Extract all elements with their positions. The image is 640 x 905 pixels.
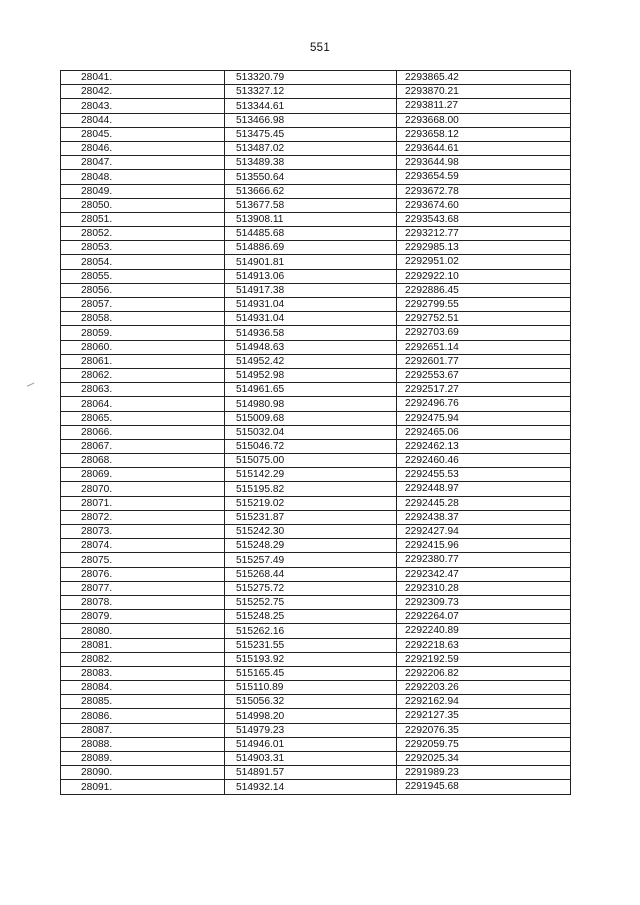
- point-id-cell: 28053.: [61, 241, 225, 255]
- easting-cell: 515231.87: [225, 510, 397, 524]
- page-number: 551: [309, 42, 331, 54]
- table-body: [61, 71, 571, 795]
- table-row: [61, 581, 571, 595]
- northing-cell: 2293212.77: [397, 227, 571, 241]
- point-id-cell: 28088.: [61, 737, 225, 751]
- point-id-cell: 28071.: [61, 496, 225, 510]
- easting-cell: 515193.92: [225, 652, 397, 666]
- easting-cell: 514485.68: [225, 227, 397, 241]
- northing-cell: 2292059.75: [397, 737, 571, 751]
- easting-cell: 513327.12: [225, 85, 397, 99]
- point-id-cell: 28051.: [61, 212, 225, 226]
- table-row: [61, 780, 571, 794]
- point-id-cell: 28065.: [61, 411, 225, 425]
- table-row: [61, 595, 571, 609]
- easting-cell: 515231.55: [225, 638, 397, 652]
- easting-cell: 515219.02: [225, 496, 397, 510]
- point-id-cell: 28081.: [61, 638, 225, 652]
- table-row: [61, 99, 571, 113]
- easting-cell: 515075.00: [225, 454, 397, 468]
- northing-cell: 2292380.77: [397, 553, 571, 567]
- easting-cell: 514931.04: [225, 312, 397, 326]
- table-row: [61, 723, 571, 737]
- northing-cell: 2292448.97: [397, 482, 571, 496]
- table-row: [61, 624, 571, 638]
- table-row: [61, 113, 571, 127]
- northing-cell: 2293865.42: [397, 71, 571, 85]
- point-id-cell: 28059.: [61, 326, 225, 340]
- easting-cell: 513666.62: [225, 184, 397, 198]
- table-row: [61, 326, 571, 340]
- northing-cell: 2292445.28: [397, 496, 571, 510]
- easting-cell: 515248.25: [225, 610, 397, 624]
- point-id-cell: 28076.: [61, 567, 225, 581]
- easting-cell: 514886.69: [225, 241, 397, 255]
- point-id-cell: 28050.: [61, 198, 225, 212]
- easting-cell: 515165.45: [225, 666, 397, 680]
- northing-cell: 2292309.73: [397, 595, 571, 609]
- northing-cell: 2292310.28: [397, 581, 571, 595]
- point-id-cell: 28044.: [61, 113, 225, 127]
- easting-cell: 514932.14: [225, 780, 397, 794]
- northing-cell: 2292465.06: [397, 425, 571, 439]
- point-id-cell: 28077.: [61, 581, 225, 595]
- northing-cell: 2292517.27: [397, 383, 571, 397]
- point-id-cell: 28052.: [61, 227, 225, 241]
- point-id-cell: 28079.: [61, 610, 225, 624]
- northing-cell: 2292203.26: [397, 681, 571, 695]
- easting-cell: 515110.89: [225, 681, 397, 695]
- point-id-cell: 28083.: [61, 666, 225, 680]
- easting-cell: 514961.65: [225, 383, 397, 397]
- northing-cell: 2292206.82: [397, 666, 571, 680]
- table-row: [61, 71, 571, 85]
- northing-cell: 2292218.63: [397, 638, 571, 652]
- easting-cell: 515046.72: [225, 439, 397, 453]
- table-row: [61, 525, 571, 539]
- table-row: [61, 766, 571, 780]
- northing-cell: 2293870.21: [397, 85, 571, 99]
- table-row: [61, 695, 571, 709]
- northing-cell: 2292951.02: [397, 255, 571, 269]
- point-id-cell: 28062.: [61, 368, 225, 382]
- table-row: [61, 468, 571, 482]
- easting-cell: 515032.04: [225, 425, 397, 439]
- easting-cell: 515009.68: [225, 411, 397, 425]
- table-row: [61, 141, 571, 155]
- northing-cell: 2293654.59: [397, 170, 571, 184]
- easting-cell: 514946.01: [225, 737, 397, 751]
- northing-cell: 2292240.89: [397, 624, 571, 638]
- point-id-cell: 28045.: [61, 127, 225, 141]
- point-id-cell: 28058.: [61, 312, 225, 326]
- easting-cell: 514948.63: [225, 340, 397, 354]
- northing-cell: 2291989.23: [397, 766, 571, 780]
- northing-cell: 2293672.78: [397, 184, 571, 198]
- table-row: [61, 709, 571, 723]
- table-row: [61, 439, 571, 453]
- scan-mark: [27, 382, 36, 388]
- table-row: [61, 269, 571, 283]
- point-id-cell: 28078.: [61, 595, 225, 609]
- table-row: [61, 425, 571, 439]
- northing-cell: 2292475.94: [397, 411, 571, 425]
- point-id-cell: 28054.: [61, 255, 225, 269]
- table-row: [61, 638, 571, 652]
- table-row: [61, 198, 571, 212]
- northing-cell: 2292985.13: [397, 241, 571, 255]
- northing-cell: 2292752.51: [397, 312, 571, 326]
- northing-cell: 2292455.53: [397, 468, 571, 482]
- point-id-cell: 28073.: [61, 525, 225, 539]
- point-id-cell: 28074.: [61, 539, 225, 553]
- easting-cell: 515195.82: [225, 482, 397, 496]
- northing-cell: 2292799.55: [397, 298, 571, 312]
- point-id-cell: 28041.: [61, 71, 225, 85]
- point-id-cell: 28090.: [61, 766, 225, 780]
- northing-cell: 2292342.47: [397, 567, 571, 581]
- point-id-cell: 28042.: [61, 85, 225, 99]
- northing-cell: 2292462.13: [397, 439, 571, 453]
- northing-cell: 2293674.60: [397, 198, 571, 212]
- point-id-cell: 28082.: [61, 652, 225, 666]
- northing-cell: 2292438.37: [397, 510, 571, 524]
- point-id-cell: 28089.: [61, 752, 225, 766]
- northing-cell: 2292127.35: [397, 709, 571, 723]
- northing-cell: 2291945.68: [397, 780, 571, 794]
- easting-cell: 513344.61: [225, 99, 397, 113]
- point-id-cell: 28055.: [61, 269, 225, 283]
- table-row: [61, 184, 571, 198]
- table-row: [61, 411, 571, 425]
- easting-cell: 514917.38: [225, 283, 397, 297]
- northing-cell: 2292496.76: [397, 397, 571, 411]
- point-id-cell: 28085.: [61, 695, 225, 709]
- northing-cell: 2292651.14: [397, 340, 571, 354]
- table-row: [61, 553, 571, 567]
- table-row: [61, 752, 571, 766]
- table-row: [61, 127, 571, 141]
- northing-cell: 2293658.12: [397, 127, 571, 141]
- easting-cell: 513487.02: [225, 141, 397, 155]
- point-id-cell: 28069.: [61, 468, 225, 482]
- point-id-cell: 28087.: [61, 723, 225, 737]
- easting-cell: 515142.29: [225, 468, 397, 482]
- easting-cell: 514936.58: [225, 326, 397, 340]
- point-id-cell: 28047.: [61, 156, 225, 170]
- point-id-cell: 28072.: [61, 510, 225, 524]
- northing-cell: 2292076.35: [397, 723, 571, 737]
- easting-cell: 515268.44: [225, 567, 397, 581]
- table-row: [61, 681, 571, 695]
- table-row: [61, 255, 571, 269]
- northing-cell: 2293543.68: [397, 212, 571, 226]
- easting-cell: 515242.30: [225, 525, 397, 539]
- easting-cell: 513489.38: [225, 156, 397, 170]
- table-row: [61, 539, 571, 553]
- northing-cell: 2292703.69: [397, 326, 571, 340]
- point-id-cell: 28070.: [61, 482, 225, 496]
- point-id-cell: 28084.: [61, 681, 225, 695]
- coordinates-table: [60, 70, 571, 795]
- point-id-cell: 28043.: [61, 99, 225, 113]
- northing-cell: 2293811.27: [397, 99, 571, 113]
- point-id-cell: 28048.: [61, 170, 225, 184]
- point-id-cell: 28066.: [61, 425, 225, 439]
- northing-cell: 2292025.34: [397, 752, 571, 766]
- table-row: [61, 312, 571, 326]
- northing-cell: 2292162.94: [397, 695, 571, 709]
- easting-cell: 515257.49: [225, 553, 397, 567]
- point-id-cell: 28064.: [61, 397, 225, 411]
- point-id-cell: 28056.: [61, 283, 225, 297]
- table-row: [61, 610, 571, 624]
- easting-cell: 515262.16: [225, 624, 397, 638]
- northing-cell: 2292460.46: [397, 454, 571, 468]
- northing-cell: 2292264.07: [397, 610, 571, 624]
- point-id-cell: 28086.: [61, 709, 225, 723]
- table-row: [61, 354, 571, 368]
- easting-cell: 514901.81: [225, 255, 397, 269]
- table-row: [61, 170, 571, 184]
- point-id-cell: 28075.: [61, 553, 225, 567]
- easting-cell: 514903.31: [225, 752, 397, 766]
- northing-cell: 2292427.94: [397, 525, 571, 539]
- northing-cell: 2292415.96: [397, 539, 571, 553]
- table-row: [61, 212, 571, 226]
- table-row: [61, 652, 571, 666]
- table-row: [61, 666, 571, 680]
- table-row: [61, 397, 571, 411]
- easting-cell: 513320.79: [225, 71, 397, 85]
- easting-cell: 514952.98: [225, 368, 397, 382]
- table-row: [61, 482, 571, 496]
- table-row: [61, 496, 571, 510]
- table-row: [61, 227, 571, 241]
- table-row: [61, 368, 571, 382]
- table-row: [61, 454, 571, 468]
- easting-cell: 514980.98: [225, 397, 397, 411]
- easting-cell: 514931.04: [225, 298, 397, 312]
- point-id-cell: 28091.: [61, 780, 225, 794]
- table-row: [61, 241, 571, 255]
- easting-cell: 514998.20: [225, 709, 397, 723]
- northing-cell: 2293668.00: [397, 113, 571, 127]
- table-row: [61, 510, 571, 524]
- easting-cell: 515248.29: [225, 539, 397, 553]
- point-id-cell: 28060.: [61, 340, 225, 354]
- table-row: [61, 383, 571, 397]
- northing-cell: 2292553.67: [397, 368, 571, 382]
- easting-cell: 513677.58: [225, 198, 397, 212]
- table-row: [61, 737, 571, 751]
- point-id-cell: 28068.: [61, 454, 225, 468]
- point-id-cell: 28080.: [61, 624, 225, 638]
- northing-cell: 2292922.10: [397, 269, 571, 283]
- table-row: [61, 85, 571, 99]
- northing-cell: 2292886.45: [397, 283, 571, 297]
- northing-cell: 2293644.98: [397, 156, 571, 170]
- point-id-cell: 28067.: [61, 439, 225, 453]
- point-id-cell: 28061.: [61, 354, 225, 368]
- table-row: [61, 567, 571, 581]
- easting-cell: 513550.64: [225, 170, 397, 184]
- easting-cell: 514952.42: [225, 354, 397, 368]
- easting-cell: 513466.98: [225, 113, 397, 127]
- point-id-cell: 28063.: [61, 383, 225, 397]
- easting-cell: 515275.72: [225, 581, 397, 595]
- easting-cell: 513908.11: [225, 212, 397, 226]
- easting-cell: 514913.06: [225, 269, 397, 283]
- easting-cell: 514891.57: [225, 766, 397, 780]
- easting-cell: 514979.23: [225, 723, 397, 737]
- easting-cell: 513475.45: [225, 127, 397, 141]
- table-row: [61, 298, 571, 312]
- northing-cell: 2292192.59: [397, 652, 571, 666]
- point-id-cell: 28046.: [61, 141, 225, 155]
- table-row: [61, 283, 571, 297]
- northing-cell: 2292601.77: [397, 354, 571, 368]
- easting-cell: 515252.75: [225, 595, 397, 609]
- table-row: [61, 340, 571, 354]
- point-id-cell: 28057.: [61, 298, 225, 312]
- point-id-cell: 28049.: [61, 184, 225, 198]
- easting-cell: 515056.32: [225, 695, 397, 709]
- table-row: [61, 156, 571, 170]
- northing-cell: 2293644.61: [397, 141, 571, 155]
